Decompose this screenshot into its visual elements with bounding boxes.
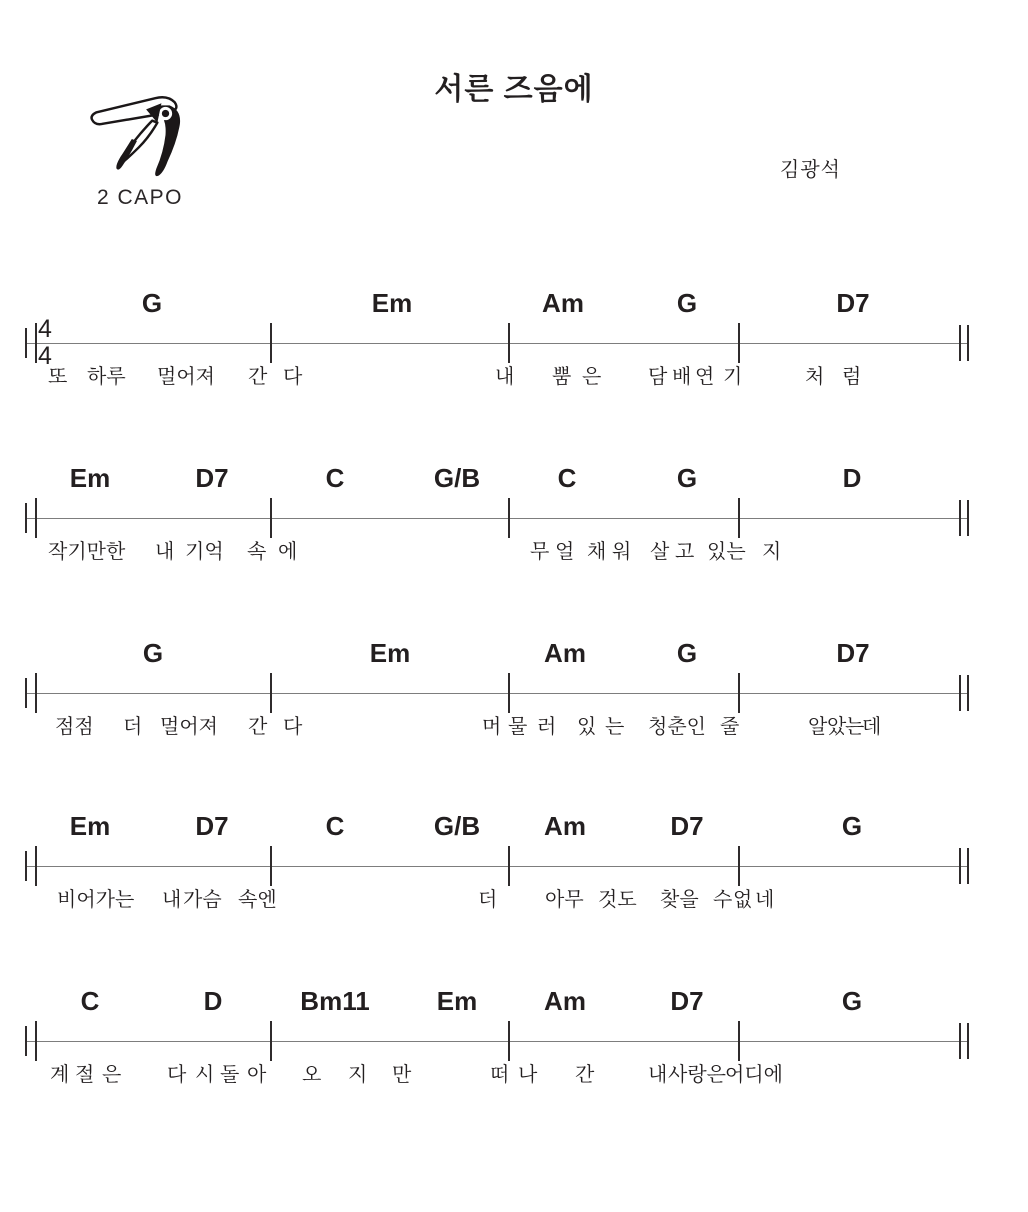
lyric-syllable: 작기만한: [48, 541, 126, 563]
end-barline: [967, 675, 969, 711]
chord-symbol: G: [676, 288, 698, 318]
artist-name: 김광석: [780, 159, 841, 181]
chord-symbol: C: [325, 811, 345, 841]
chord-symbol: C: [557, 463, 577, 493]
lyric-syllable: 러: [537, 716, 557, 738]
chord-symbol: Em: [436, 986, 478, 1016]
lyric-syllable: 았: [827, 716, 847, 738]
lyric-syllable: 배: [672, 366, 692, 388]
chord-symbol: C: [325, 463, 345, 493]
lyric-syllable: 사랑은: [668, 1064, 726, 1086]
chord-symbol: Am: [544, 811, 586, 841]
lyric-syllable: 워: [612, 541, 632, 563]
lyric-syllable: 시: [195, 1064, 215, 1086]
chord-symbol: D7: [195, 811, 229, 841]
lyric-syllable: 내: [495, 366, 515, 388]
lyric-syllable: 는: [605, 716, 625, 738]
chord-symbol: G: [141, 288, 163, 318]
lyric-syllable: 간: [248, 366, 268, 388]
capo-label: 2 CAPO: [96, 186, 184, 209]
measure-barline: [738, 846, 740, 886]
end-barline: [959, 1023, 961, 1059]
lyric-syllable: 지: [762, 541, 782, 563]
lyric-syllable: 수: [713, 889, 733, 911]
end-barline: [967, 500, 969, 536]
chord-symbol: Em: [369, 638, 411, 668]
end-barline: [967, 325, 969, 361]
lyric-syllable: 줄: [720, 716, 740, 738]
end-barline: [959, 325, 961, 361]
start-barline: [25, 328, 27, 358]
end-barline: [967, 1023, 969, 1059]
lyric-syllable: 속: [247, 541, 267, 563]
time-signature-denominator: 4: [38, 342, 52, 370]
lyric-syllable: 떠: [490, 1064, 510, 1086]
lyric-syllable: 알: [808, 716, 828, 738]
lyric-syllable: 연: [695, 366, 715, 388]
measure-barline: [270, 673, 272, 713]
staff-line-1: [25, 343, 967, 344]
lyric-syllable: 비어가는: [57, 889, 135, 911]
chord-symbol: G/B: [433, 463, 481, 493]
lyric-syllable: 무: [530, 541, 550, 563]
measure-barline: [508, 1021, 510, 1061]
start-barline: [25, 851, 27, 881]
lyric-syllable: 데: [862, 716, 882, 738]
chord-symbol: G: [841, 811, 863, 841]
chord-symbol: D: [842, 463, 862, 493]
lyric-syllable: 하루: [87, 366, 126, 388]
start-barline: [25, 1026, 27, 1056]
start-barline: [25, 503, 27, 533]
lyric-syllable: 다: [283, 366, 303, 388]
chord-symbol: Bm11: [300, 986, 370, 1016]
song-title: 서른 즈음에: [434, 73, 594, 106]
measure-barline: [508, 846, 510, 886]
chord-symbol: Em: [371, 288, 413, 318]
lyric-syllable: 채: [587, 541, 607, 563]
capo-block: [84, 96, 196, 210]
lyric-syllable: 아: [247, 1064, 267, 1086]
lyric-syllable: 멀어져: [160, 716, 218, 738]
lyric-syllable: 속엔: [238, 889, 277, 911]
lyric-syllable: 더: [478, 889, 498, 911]
lyric-syllable: 내: [155, 541, 175, 563]
lyric-syllable: 더: [123, 716, 143, 738]
measure-barline: [508, 323, 510, 363]
lyric-syllable: 처: [805, 366, 825, 388]
lyric-syllable: 청춘인: [648, 716, 706, 738]
lyric-syllable: 머: [482, 716, 502, 738]
lyric-syllable: 점점: [55, 716, 94, 738]
lyric-syllable: 다: [283, 716, 303, 738]
lyric-syllable: 간: [575, 1064, 595, 1086]
measure-barline: [738, 498, 740, 538]
lyric-syllable: 뿜: [552, 366, 572, 388]
chord-symbol: D7: [836, 638, 870, 668]
measure-barline: [738, 1021, 740, 1061]
lyric-syllable: 절: [75, 1064, 95, 1086]
staff-line-5: [25, 1041, 967, 1042]
lyric-syllable: 계: [50, 1064, 70, 1086]
chord-symbol: Em: [69, 811, 111, 841]
chord-symbol: G: [142, 638, 164, 668]
lyric-syllable: 내: [648, 1064, 668, 1086]
lyric-syllable: 만: [392, 1064, 412, 1086]
lyric-syllable: 없: [733, 889, 753, 911]
lyric-syllable: 가슴: [183, 889, 222, 911]
lyric-syllable: 멀어져: [157, 366, 215, 388]
chord-symbol: Em: [69, 463, 111, 493]
lyric-syllable: 기: [723, 366, 743, 388]
end-barline: [959, 848, 961, 884]
lyric-syllable: 있: [577, 716, 597, 738]
lyric-syllable: 있는: [707, 541, 746, 563]
lyric-syllable: 럼: [842, 366, 862, 388]
chord-symbol: D: [203, 986, 223, 1016]
chord-symbol: C: [80, 986, 100, 1016]
time-signature-numerator: 4: [38, 315, 52, 343]
lyric-syllable: 기억: [185, 541, 224, 563]
measure-barline: [738, 673, 740, 713]
chord-symbol: Am: [542, 288, 584, 318]
lyric-syllable: 것도: [598, 889, 637, 911]
lyric-syllable: 지: [348, 1064, 368, 1086]
chord-symbol: D7: [670, 811, 704, 841]
start-barline: [35, 673, 37, 713]
start-barline: [35, 1021, 37, 1061]
start-barline: [35, 498, 37, 538]
lyric-syllable: 다: [167, 1064, 187, 1086]
lyric-syllable: 돌: [220, 1064, 240, 1086]
start-barline: [35, 323, 37, 363]
measure-barline: [270, 498, 272, 538]
measure-barline: [508, 673, 510, 713]
lyric-syllable: 네: [755, 889, 775, 911]
lyric-syllable: 은: [102, 1064, 122, 1086]
measure-barline: [508, 498, 510, 538]
chord-symbol: G: [676, 463, 698, 493]
chord-symbol: G: [841, 986, 863, 1016]
staff-line-3: [25, 693, 967, 694]
lyric-syllable: 에: [278, 541, 298, 563]
staff-line-2: [25, 518, 967, 519]
chord-symbol: D7: [195, 463, 229, 493]
chord-symbol: G/B: [433, 811, 481, 841]
lyric-syllable: 내: [162, 889, 182, 911]
lyric-syllable: 나: [518, 1064, 538, 1086]
start-barline: [25, 678, 27, 708]
start-barline: [35, 846, 37, 886]
chord-symbol: Am: [544, 638, 586, 668]
lyric-syllable: 은: [582, 366, 602, 388]
lyric-syllable: 담: [648, 366, 668, 388]
lyric-syllable: 아무: [545, 889, 584, 911]
measure-barline: [738, 323, 740, 363]
lyric-syllable: 오: [302, 1064, 322, 1086]
lyric-syllable: 는: [845, 716, 865, 738]
lyric-syllable: 또: [48, 366, 68, 388]
chord-symbol: G: [676, 638, 698, 668]
chord-symbol: Am: [544, 986, 586, 1016]
end-barline: [959, 675, 961, 711]
end-barline: [967, 848, 969, 884]
lyric-syllable: 살: [650, 541, 670, 563]
measure-barline: [270, 323, 272, 363]
lyric-syllable: 고: [675, 541, 695, 563]
guitar-capo-icon: [90, 96, 190, 180]
measure-barline: [270, 1021, 272, 1061]
staff-line-4: [25, 866, 967, 867]
lyric-syllable: 얼: [555, 541, 575, 563]
chord-symbol: D7: [836, 288, 870, 318]
lyric-syllable: 어디에: [725, 1064, 783, 1086]
lyric-syllable: 간: [248, 716, 268, 738]
chord-symbol: D7: [670, 986, 704, 1016]
lyric-syllable: 찾을: [660, 889, 699, 911]
measure-barline: [270, 846, 272, 886]
lyric-syllable: 물: [508, 716, 528, 738]
end-barline: [959, 500, 961, 536]
